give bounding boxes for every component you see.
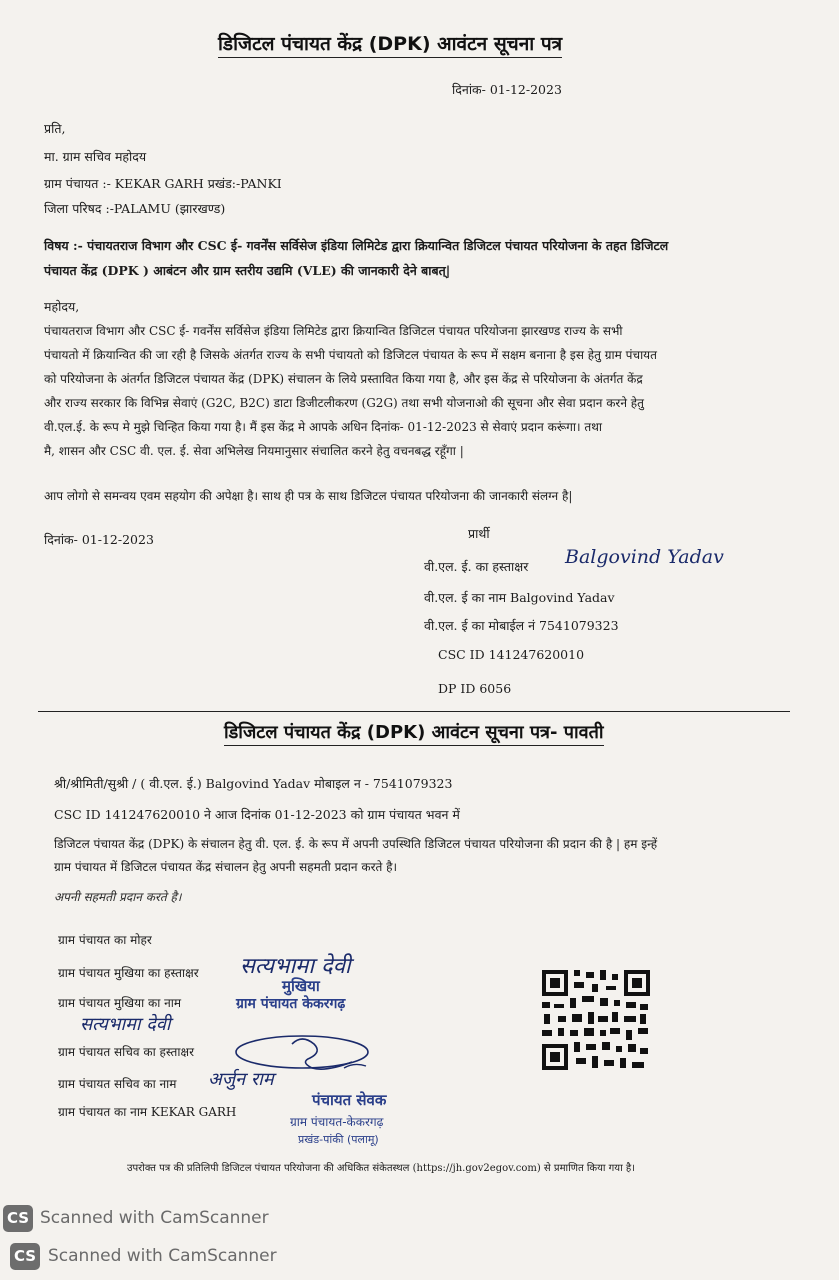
camscanner-text-2: Scanned with CamScanner <box>48 1246 277 1266</box>
csc-id: CSC ID 141247620010 <box>438 647 585 662</box>
camscanner-logo-1: CS <box>3 1205 33 1232</box>
camscanner-text-1: Scanned with CamScanner <box>40 1208 269 1228</box>
subject-line-2: पंचायत केंद्र (DPK ) आबंटन और ग्राम स्तरीय उद्यमि (VLE) की जानकारी देने बाबत्| <box>44 263 451 278</box>
letter-to: प्रति, <box>44 121 66 136</box>
body-line-6: मै, शासन और CSC वी. एल. ई. सेवा अभिलेख नियमानुसार संचालित करने हेतु वचनबद्ध रहूँगा | <box>44 444 464 458</box>
vle-mobile: वी.एल. ई का मोबाईल नं 7541079323 <box>424 618 619 633</box>
seal-label: ग्राम पंचायत का मोहर <box>58 933 152 947</box>
stamp-mukhiya: मुखिया <box>282 977 320 995</box>
body-line-5: वी.एल.ई. के रूप मे मुझे चिन्हित किया गया है। मैं इस केंद्र मे आपके अधिन दिनांक- 01-12-2023 से सेवाएं प्रदान करूंगा। तथा <box>44 420 602 434</box>
dp-id: DP ID 6056 <box>438 681 512 696</box>
mukhiya-sign-label: ग्राम पंचायत मुखिया का हस्ताक्षर <box>58 966 199 980</box>
camscanner-logo-2: CS <box>10 1243 40 1270</box>
body-line-1: पंचायतराज विभाग और CSC ई- गवर्नेंस सर्विसेज इंडिया लिमिटेड द्वारा क्रियान्वित डिजिटल पंचायत परियोजना झारखण्ड राज्य के सभी <box>44 324 623 338</box>
sign-date: दिनांक- 01-12-2023 <box>44 532 154 547</box>
mukhiya-signature: सत्यभामा देवी <box>240 954 351 979</box>
mukhiya-name-label: ग्राम पंचायत मुखिया का नाम <box>58 996 182 1010</box>
receipt-title: डिजिटल पंचायत केंद्र (DPK) आवंटन सूचना पत्र- पावती <box>224 720 604 746</box>
zila-parishad-line: जिला परिषद :-PALAMU (झारखण्ड) <box>44 201 226 216</box>
sachiv-sign-label: ग्राम पंचायत सचिव का हस्ताक्षर <box>58 1045 194 1059</box>
mukhiya-name-hand: सत्यभामा देवी <box>80 1014 171 1035</box>
panchayat-name: ग्राम पंचायत का नाम KEKAR GARH <box>58 1105 237 1119</box>
letter-date: दिनांक- 01-12-2023 <box>452 82 562 97</box>
stamp-gram: ग्राम पंचायत-केकरगढ़ <box>290 1115 384 1129</box>
sachiv-name-hand: अर्जुन राम <box>208 1069 274 1090</box>
body-line-4: और राज्य सरकार कि विभिन्न सेवाएं (G2C, B2C) डाटा डिजीटलीकरण (G2G) तथा सभी योजनाओ की सूचना और सेवा प्रदान करने हेतु <box>44 396 645 410</box>
receipt-line-2: CSC ID 141247620010 ने आज दिनांक 01-12-2023 को ग्राम पंचायत भवन में <box>54 807 460 822</box>
cooperation-line: आप लोगो से समन्वय एवम सहयोग की अपेक्षा है। साथ ही पत्र के साथ डिजिटल पंचायत परियोजना की जानकारी संलग्न है| <box>44 489 573 503</box>
body-line-2: पंचायतो में क्रियान्वित की जा रही है जिसके अंतर्गत राज्य के सभी पंचायतो को डिजिटल पंचायत के रूप में सक्षम बनाना है इस हेतु ग्राम पंचायत <box>44 348 657 362</box>
vle-signature: Balgovind Yadav <box>565 546 724 568</box>
subject-line-1: विषय :- पंचायतराज विभाग और CSC ई- गवर्नेंस सर्विसेज इंडिया लिमिटेड द्वारा क्रियान्वित डिजिटल पंचायत परियोजना के तहत डिजिटल <box>44 238 669 253</box>
section-divider <box>38 711 790 712</box>
receipt-line-4: ग्राम पंचायत में डिजिटल पंचायत केंद्र संचालन हेतु अपनी सहमती प्रदान करते है। <box>54 860 398 874</box>
stamp-prakhand: प्रखंड-पांकी (पलामू) <box>298 1133 379 1146</box>
letter-title: डिजिटल पंचायत केंद्र (DPK) आवंटन सूचना पत्र <box>218 30 562 58</box>
gram-panchayat-line: ग्राम पंचायत :- KEKAR GARH प्रखंड:-PANKI <box>44 176 282 191</box>
stamp-panchayat: ग्राम पंचायत केकरगढ़ <box>236 996 346 1012</box>
stamp-sevak: पंचायत सेवक <box>312 1091 387 1109</box>
receipt-line-1: श्री/श्रीमिती/सुश्री / ( वी.एल. ई.) Balgovind Yadav मोबाइल न - 7541079323 <box>54 776 453 791</box>
addressee: मा. ग्राम सचिव महोदय <box>44 149 147 164</box>
footer-note: उपरोक्त पत्र की प्रतिलिपी डिजिटल पंचायत परियोजना की अधिकित संकेतस्थल (https://jh.gov2egov.com) से प्रमाणित किया गया है। <box>127 1163 635 1174</box>
receipt-line-3: डिजिटल पंचायत केंद्र (DPK) के संचालन हेतु वी. एल. ई. के रूप में अपनी उपस्थिति डिजिटल पंचायत परियोजना की प्रदान की है | हम इन्हें <box>54 837 658 851</box>
body-line-3: को परियोजना के अंतर्गत डिजिटल पंचायत केंद्र (DPK) संचालन के लिये प्रस्तावित किया गया है, और इस केंद्र से परियोजना के अंतर्गत केंद्र <box>44 372 643 386</box>
sachiv-name-label: ग्राम पंचायत सचिव का नाम <box>58 1077 177 1091</box>
vle-name: वी.एल. ई का नाम Balgovind Yadav <box>424 590 615 605</box>
handwritten-consent: अपनी सहमती प्रदान करते है। <box>54 890 182 904</box>
salutation: महोदय, <box>44 299 80 314</box>
qr-code <box>540 968 652 1072</box>
applicant-label: प्रार्थी <box>468 526 490 541</box>
vle-sign-label: वी.एल. ई. का हस्ताक्षर <box>424 559 529 574</box>
